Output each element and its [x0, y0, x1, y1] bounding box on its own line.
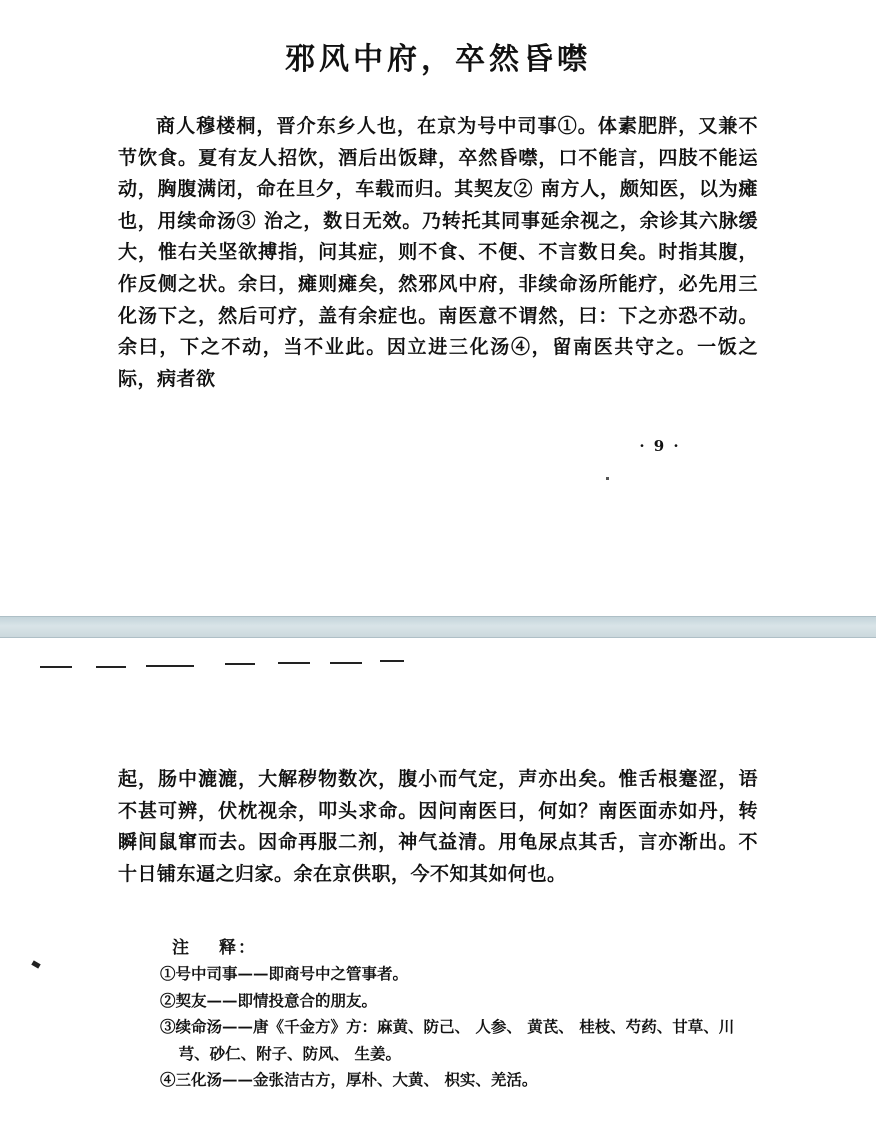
notes-heading-second: 释： [219, 938, 257, 958]
page-number: · 9 · [639, 437, 681, 455]
note-item: ④三化汤——金张洁古方，厚朴、大黄、 枳实、羌活。 [160, 1070, 538, 1089]
notes-heading-first: 注 [172, 938, 191, 958]
notes-heading [172, 933, 257, 958]
notes-list [160, 961, 765, 1094]
chapter-title: 邪风中府，卒然昏噤 [285, 42, 591, 77]
page-separator [0, 616, 876, 638]
body-paragraph-top: 商人穆楼桐，晋介东乡人也，在京为号中司事①。体素肥胖，又兼不节饮食。夏有友人招饮，酒后出饭肆，卒然昏噤，口不能言，四肢不能运动，胸腹满闭，命在旦夕，车载而归。其契友② 南方人，颇知医，以为瘫也，用续命汤③ 治之，数日无效。乃转托其同事延余视之，余诊其六脉缓大，惟右关坚欲搏指，问其症，则不食、不便、不言数日矣。时指其腹，作反侧之状。余曰，瘫则瘫矣，然邪风中府，非续命汤所能疗，必先用三化汤下之，然后可疗，盖有余症也。南医意不谓然，曰：下之亦恐不动。余曰，下之不动，当不业此。因立进三化汤④，留南医共守之。一饭之际，病者欲 [118, 115, 758, 390]
scan-mark [31, 960, 40, 968]
scan-speck [606, 477, 609, 480]
body-paragraph-bottom: 起，肠中漉漉，大解秽物数次，腹小而气定，声亦出矣。惟舌根蹇涩，语不甚可辨，伏枕视余，叩头求命。因问南医曰，何如？南医面赤如丹，转瞬间鼠窜而去。因命再服二剂，神气益清。用龟尿点其舌，言亦渐出。不十日铺东逼之归家。余在京供职，今不知其如何也。 [118, 768, 758, 885]
page-bottom [0, 638, 876, 1122]
note-item: ②契友——即情投意合的朋友。 [160, 990, 378, 1010]
note-item: ③续命汤——唐《千金方》方：麻黄、防己、 人参、 黄芪、 桂枝、芍药、甘草、川芎、砂仁、附子、防风、 生姜。 [160, 1017, 735, 1063]
note-item: ①号中司事——即商号中之管事者。 [160, 964, 409, 983]
